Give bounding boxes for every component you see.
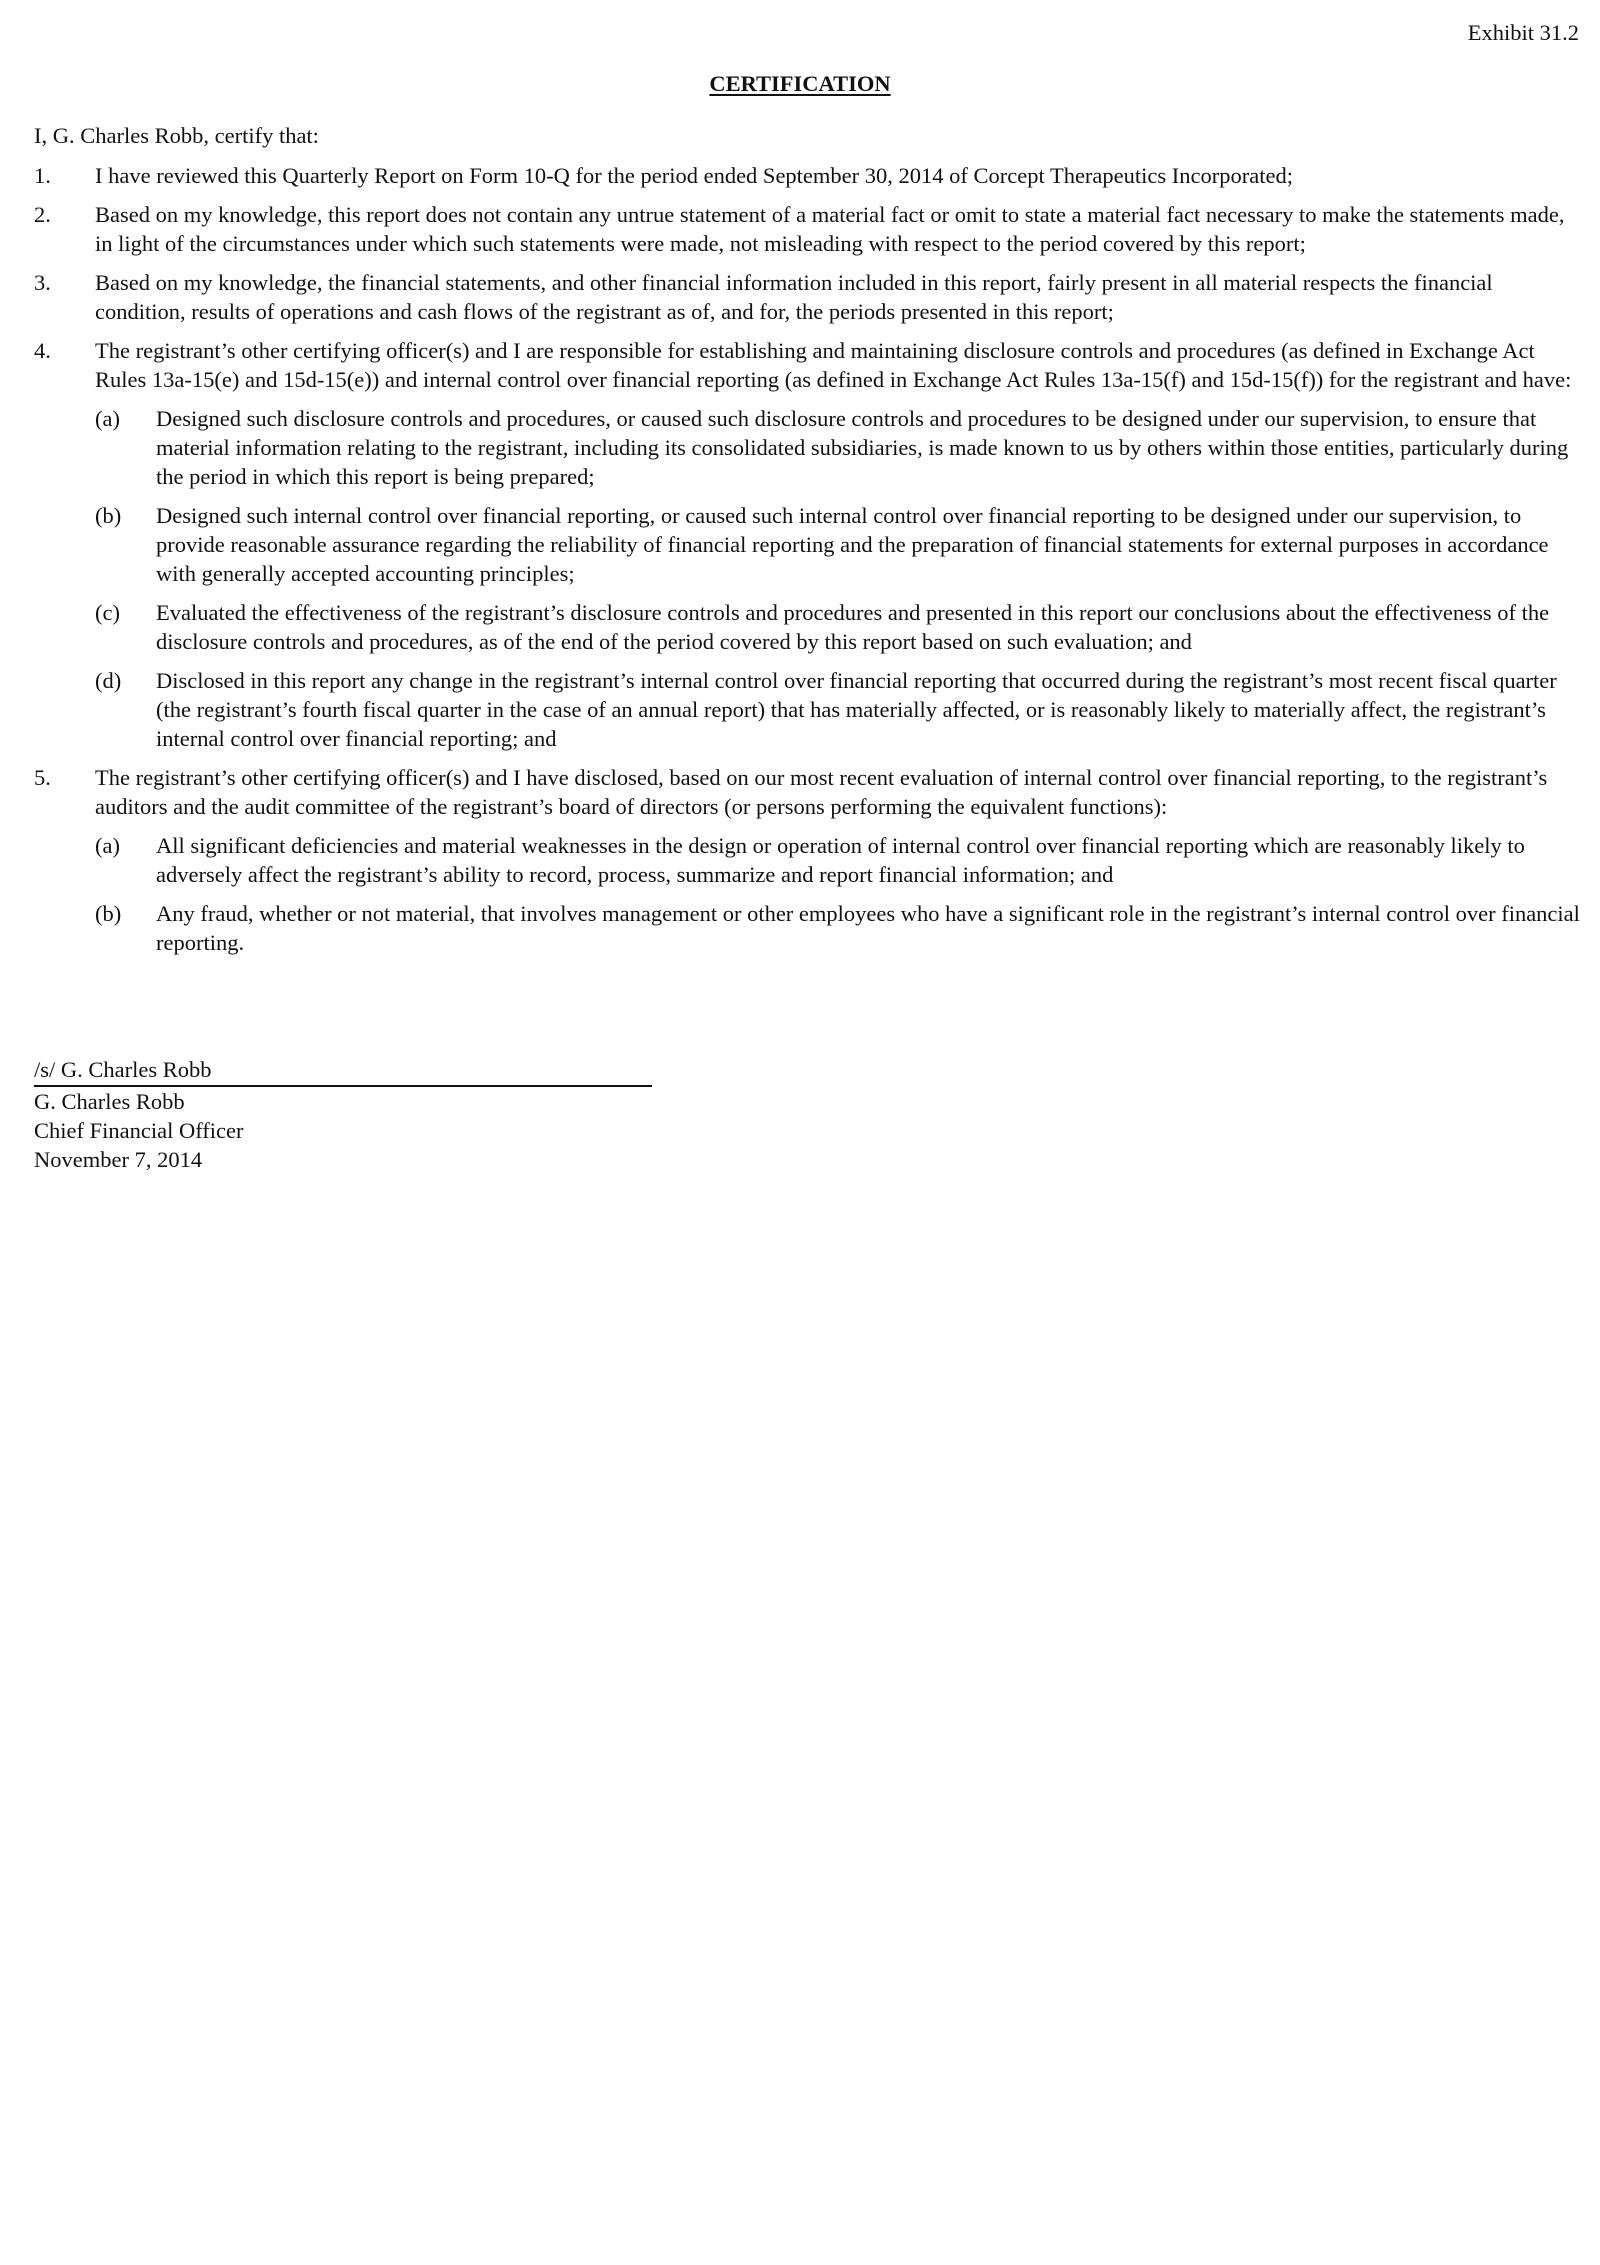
item-text: The registrant’s other certifying officer(s) and I have disclosed, based on our most recent evaluation of internal control over financial reporting, to the registrant’s auditors and the audit committee of the registrant’s board of directors (or persons performing the equivalent functions): [95,765,1548,819]
signature-line: /s/ G. Charles Robb [34,1055,652,1087]
sub-item-letter: (c) [95,600,120,625]
item-number: 1. [34,163,51,188]
item-text: The registrant’s other certifying officer(s) and I are responsible for establishing and maintaining disclosure controls and procedures (as defined in Exchange Act Rules 13a-15(e) and 15d-15(e)) and internal control over financial reporting (as defined in Exchange Act Rules 13a-15(f) and 15d-15(f)) for the registrant and have: [95,338,1572,392]
sub-item-text: Any fraud, whether or not material, that involves management or other employees who have a significant role in the registrant’s internal control over financial reporting. [156,901,1580,955]
exhibit-label: Exhibit 31.2 [1467,20,1579,45]
sub-item-4b [95,501,1580,588]
intro-statement: I, G. Charles Robb, certify that: [34,123,319,148]
sub-item-text: Designed such disclosure controls and procedures, or caused such disclosure controls and procedures to be designed under our supervision, to ensure that material information relating to the registrant, including its consolidated subsidiaries, is made known to us by others within those entities, particularly during the period in which this report is being prepared; [156,406,1569,489]
sub-item-text: Disclosed in this report any change in the registrant’s internal control over financial reporting that occurred during the registrant’s most recent fiscal quarter (the registrant’s fourth fiscal quarter in the case of an annual report) that has materially affected, or is reasonably likely to materially affect, the registrant’s internal control over financial reporting; and [156,668,1557,751]
certification-item-4 [34,336,1580,753]
certification-item-5 [34,763,1580,957]
certification-item-2 [34,200,1580,258]
certification-body [34,121,1580,967]
item-number: 5. [34,765,51,790]
document-title: CERTIFICATION [709,71,891,96]
sub-item-5b [95,899,1580,957]
sub-item-4c [95,598,1580,656]
signer-title: Chief Financial Officer [34,1118,244,1143]
certification-item-1 [34,161,1580,190]
sub-item-letter: (a) [95,833,120,858]
sub-item-text: Evaluated the effectiveness of the registrant’s disclosure controls and procedures and presented in this report our conclusions about the effectiveness of the disclosure controls and procedures, as of the end of the period covered by this report based on such evaluation; and [156,600,1550,654]
sub-item-text: All significant deficiencies and material weaknesses in the design or operation of internal control over financial reporting which are reasonably likely to adversely affect the registrant’s ability to record, process, summarize and report financial information; and [156,833,1525,887]
certification-item-3 [34,268,1580,326]
sub-item-4a [95,404,1580,491]
item-body [95,336,1580,753]
item-body [95,763,1580,957]
sub-item-text: Designed such internal control over financial reporting, or caused such internal control over financial reporting to be designed under our supervision, to provide reasonable assurance regarding the reliability of financial reporting and the preparation of financial statements for external purposes in accordance with generally accepted accounting principles; [156,503,1549,586]
signature-date: November 7, 2014 [34,1147,203,1172]
sub-item-list [95,404,1580,753]
sub-item-letter: (d) [95,668,122,693]
sub-item-letter: (b) [95,503,122,528]
signature-block [34,1055,652,1174]
item-number: 3. [34,270,51,295]
sub-item-4d [95,666,1580,753]
item-text: Based on my knowledge, this report does not contain any untrue statement of a material fact or omit to state a material fact necessary to make the statements made, in light of the circumstances under which such statements were made, not misleading with respect to the period covered by this report; [95,202,1565,256]
sub-item-letter: (a) [95,406,120,431]
sub-item-letter: (b) [95,901,122,926]
sub-item-5a [95,831,1580,889]
item-text: Based on my knowledge, the financial statements, and other financial information included in this report, fairly present in all material respects the financial condition, results of operations and cash flows of the registrant as of, and for, the periods presented in this report; [95,270,1493,324]
item-text: I have reviewed this Quarterly Report on Form 10-Q for the period ended September 30, 2014 of Corcept Therapeutics Incorporated; [95,163,1293,188]
item-number: 2. [34,202,51,227]
item-number: 4. [34,338,51,363]
signer-name: G. Charles Robb [34,1089,185,1114]
sub-item-list [95,831,1580,957]
